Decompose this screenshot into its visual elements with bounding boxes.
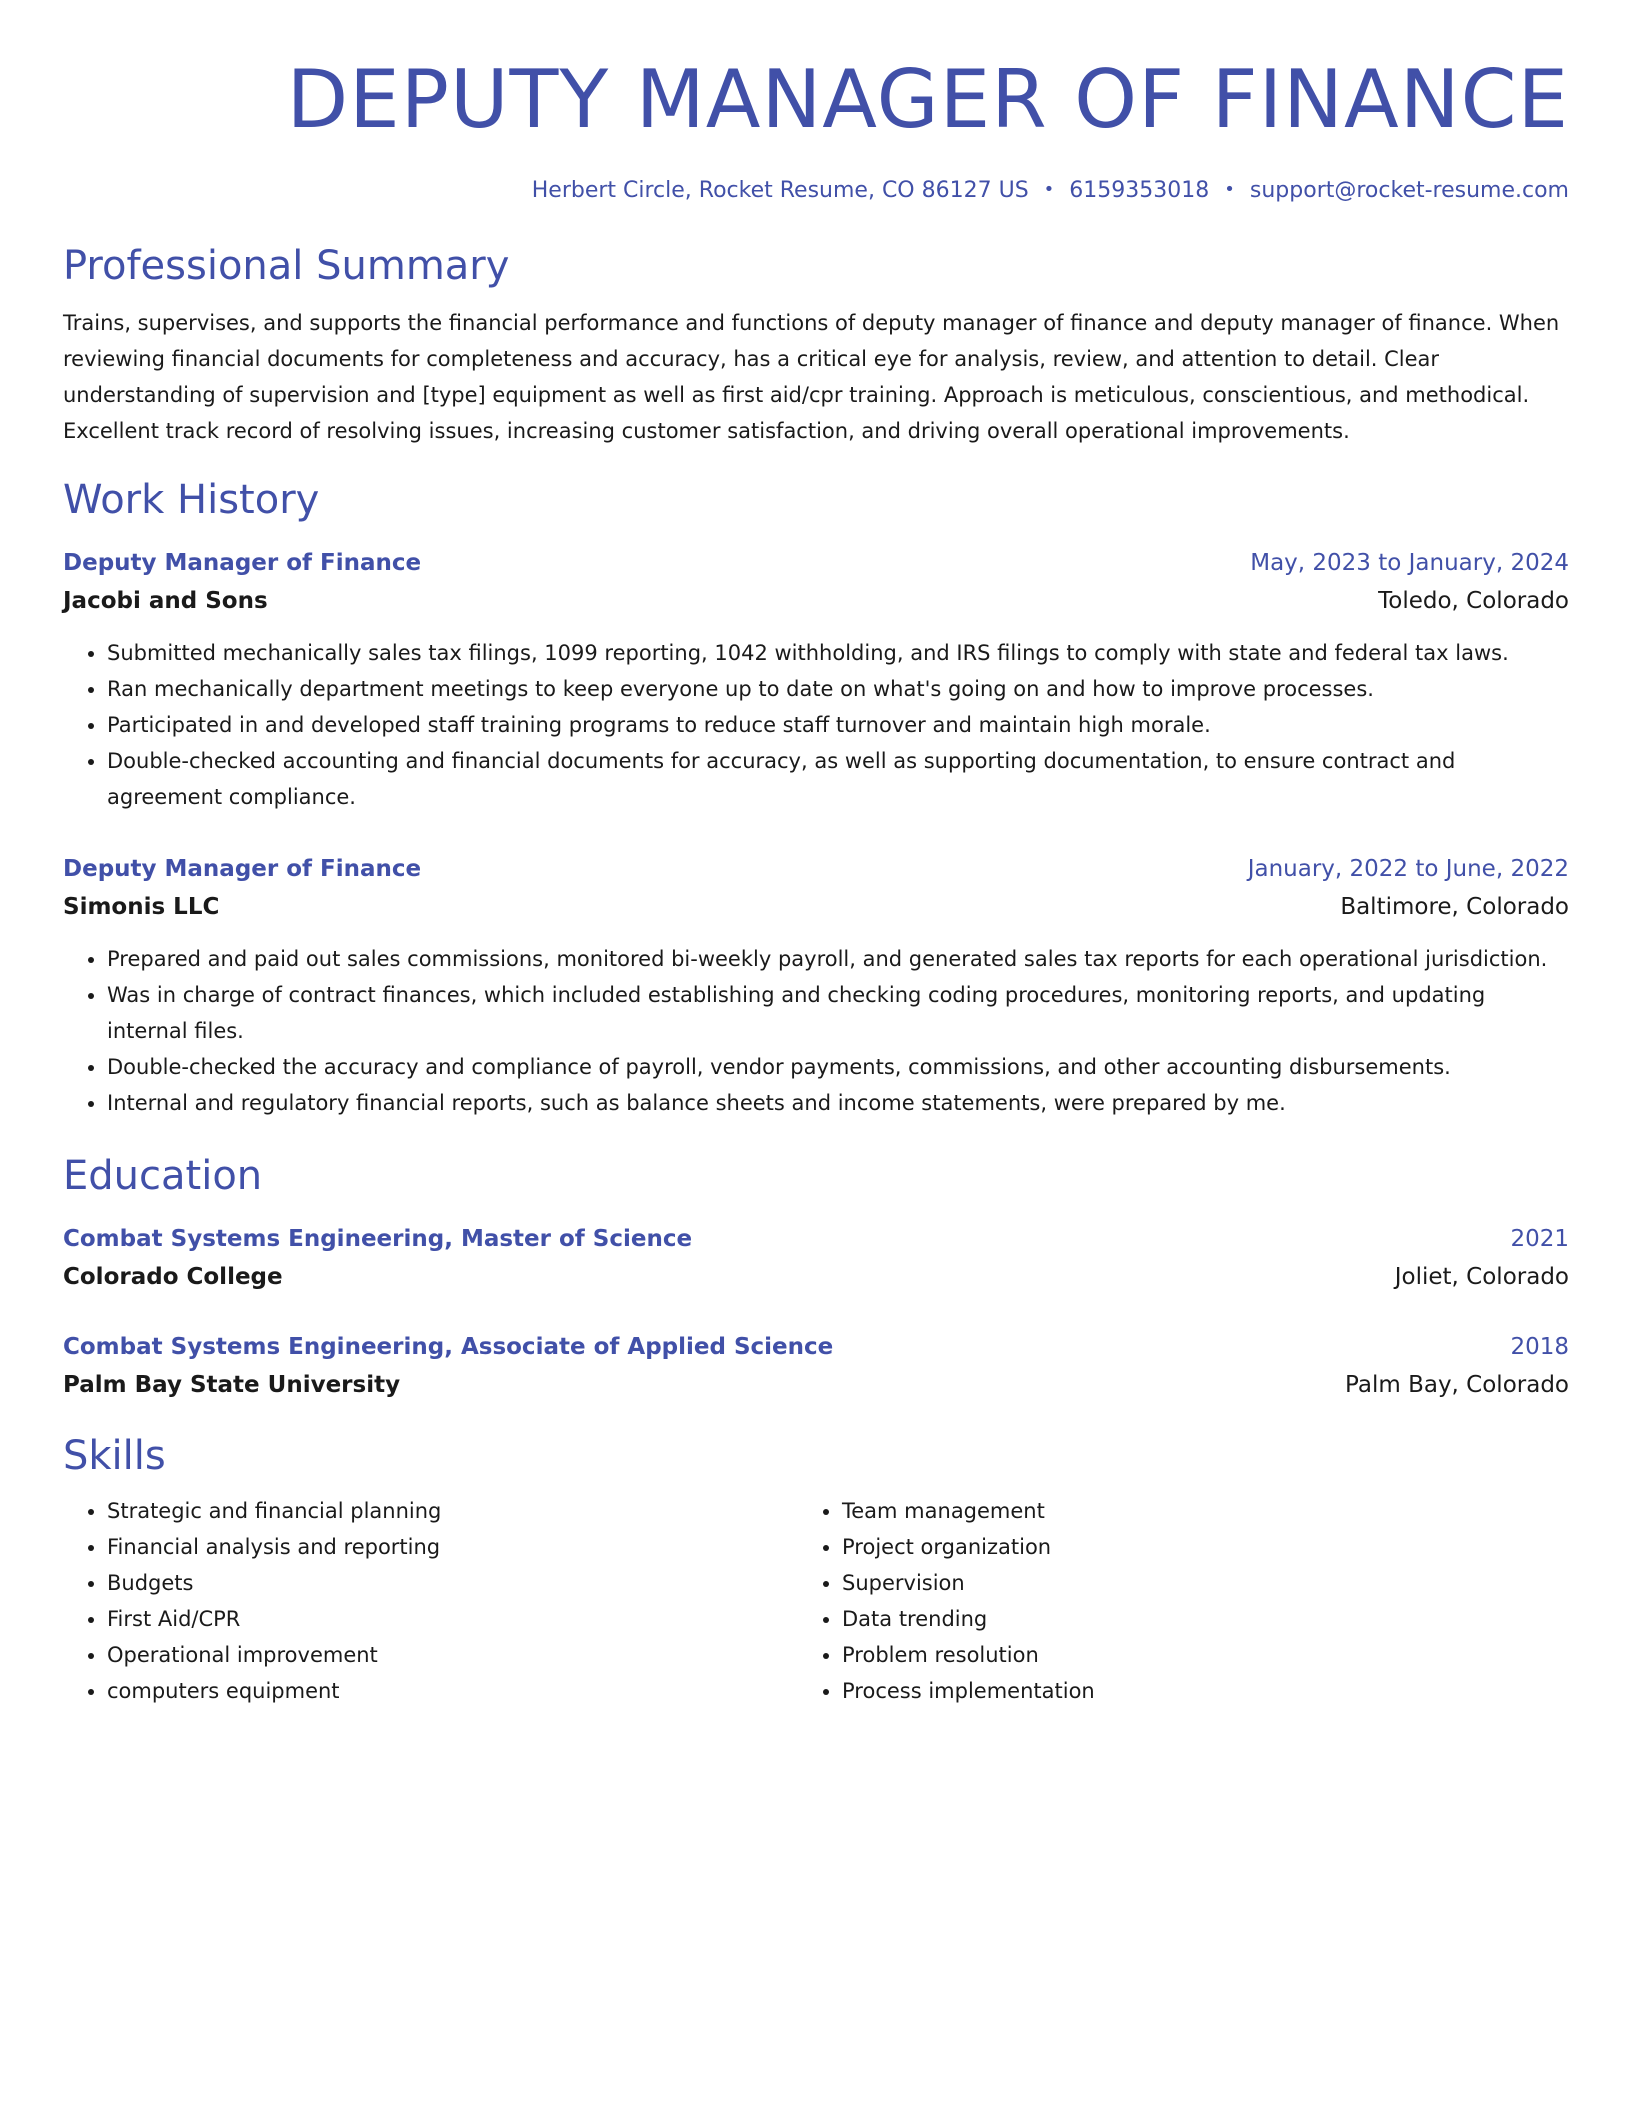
job-bullets xyxy=(63,635,1569,815)
contact-phone: 6159353018 xyxy=(1069,178,1210,203)
contact-address: Herbert Circle, Rocket Resume, CO 86127 US xyxy=(531,178,1029,203)
contact-email[interactable]: support@rocket-resume.com xyxy=(1249,178,1569,203)
skill-item: • Team management xyxy=(842,1493,1533,1529)
education-degree: Combat Systems Engineering, Master of Science xyxy=(63,1226,693,1252)
job-company: Simonis LLC xyxy=(63,894,220,920)
job-bullet: • Prepared and paid out sales commissions, monitored bi-weekly payroll, and generated sales tax reports for each operational jurisdiction. xyxy=(107,941,1569,977)
skill-item: • Data trending xyxy=(842,1601,1533,1637)
work-history-heading: Work History xyxy=(63,477,320,523)
job-bullet: • Submitted mechanically sales tax filings, 1099 reporting, 1042 withholding, and IRS filings to comply with state and federal tax laws. xyxy=(107,635,1569,671)
skills-list-right xyxy=(798,1493,1533,1709)
skill-item: • Supervision xyxy=(842,1565,1533,1601)
contact-separator: • xyxy=(1224,179,1235,200)
education-entry xyxy=(63,1331,1569,1401)
education-location: Palm Bay, Colorado xyxy=(1345,1372,1569,1398)
job-bullet: • Ran mechanically department meetings to keep everyone up to date on what's going on and how to improve processes. xyxy=(107,671,1569,707)
skill-item: • Operational improvement xyxy=(107,1637,798,1673)
skill-item: • Budgets xyxy=(107,1565,798,1601)
summary-heading: Professional Summary xyxy=(63,243,510,289)
job-company: Jacobi and Sons xyxy=(63,588,268,614)
job-position: Deputy Manager of Finance xyxy=(63,856,422,882)
candidate-title: DEPUTY MANAGER OF FINANCE xyxy=(286,53,1569,146)
education-year: 2018 xyxy=(1510,1334,1569,1360)
job-location: Baltimore, Colorado xyxy=(1340,894,1569,920)
job-bullet: • Internal and regulatory financial reports, such as balance sheets and income statements, were prepared by me. xyxy=(107,1085,1569,1121)
skill-item: • Process implementation xyxy=(842,1673,1533,1709)
job-position: Deputy Manager of Finance xyxy=(63,550,422,576)
skills-columns xyxy=(63,1493,1569,1709)
education-degree: Combat Systems Engineering, Associate of Applied Science xyxy=(63,1334,834,1360)
job-location: Toledo, Colorado xyxy=(1378,588,1569,614)
skill-item: • Strategic and financial planning xyxy=(107,1493,798,1529)
job-dates: May, 2023 to January, 2024 xyxy=(1250,550,1569,576)
job-entry xyxy=(63,547,1569,815)
education-location: Joliet, Colorado xyxy=(1394,1264,1569,1290)
contact-separator: • xyxy=(1043,179,1055,200)
education-school: Palm Bay State University xyxy=(63,1372,401,1398)
job-dates: January, 2022 to June, 2022 xyxy=(1247,856,1569,882)
skills-list-left xyxy=(63,1493,798,1709)
resume-header xyxy=(63,50,1569,206)
job-entry xyxy=(63,853,1569,1121)
skill-item: • computers equipment xyxy=(107,1673,798,1709)
job-bullets xyxy=(63,941,1569,1121)
skill-item: • Financial analysis and reporting xyxy=(107,1529,798,1565)
job-bullet: • Participated in and developed staff training programs to reduce staff turnover and maintain high morale. xyxy=(107,707,1569,743)
skill-item: • Project organization xyxy=(842,1529,1533,1565)
education-heading: Education xyxy=(63,1153,263,1199)
job-bullet: • Double-checked accounting and financial documents for accuracy, as well as supporting documentation, to ensure contract and agreement compliance. xyxy=(107,743,1569,815)
job-bullet: • Was in charge of contract finances, which included establishing and checking coding procedures, monitoring reports, and updating internal files. xyxy=(107,977,1569,1049)
skill-item: • First Aid/CPR xyxy=(107,1601,798,1637)
education-year: 2021 xyxy=(1510,1226,1569,1252)
summary-text: Trains, supervises, and supports the financial performance and functions of deputy manager of finance and deputy manager of finance. When reviewing financial documents for completeness and accuracy, has a critical eye for analysis, review, and attention to detail. Clear understanding of supervision and [type] equipment as well as first aid/cpr training. Approach is meticulous, conscientious, and methodical. Excellent track record of resolving issues, increasing customer satisfaction, and driving overall operational improvements. xyxy=(63,311,1560,443)
job-bullet: • Double-checked the accuracy and compliance of payroll, vendor payments, commissions, and other accounting disbursements. xyxy=(107,1049,1569,1085)
education-school: Colorado College xyxy=(63,1264,283,1290)
education-entry xyxy=(63,1223,1569,1293)
skills-heading: Skills xyxy=(63,1433,166,1479)
skill-item: • Problem resolution xyxy=(842,1637,1533,1673)
contact-line xyxy=(63,175,1569,206)
